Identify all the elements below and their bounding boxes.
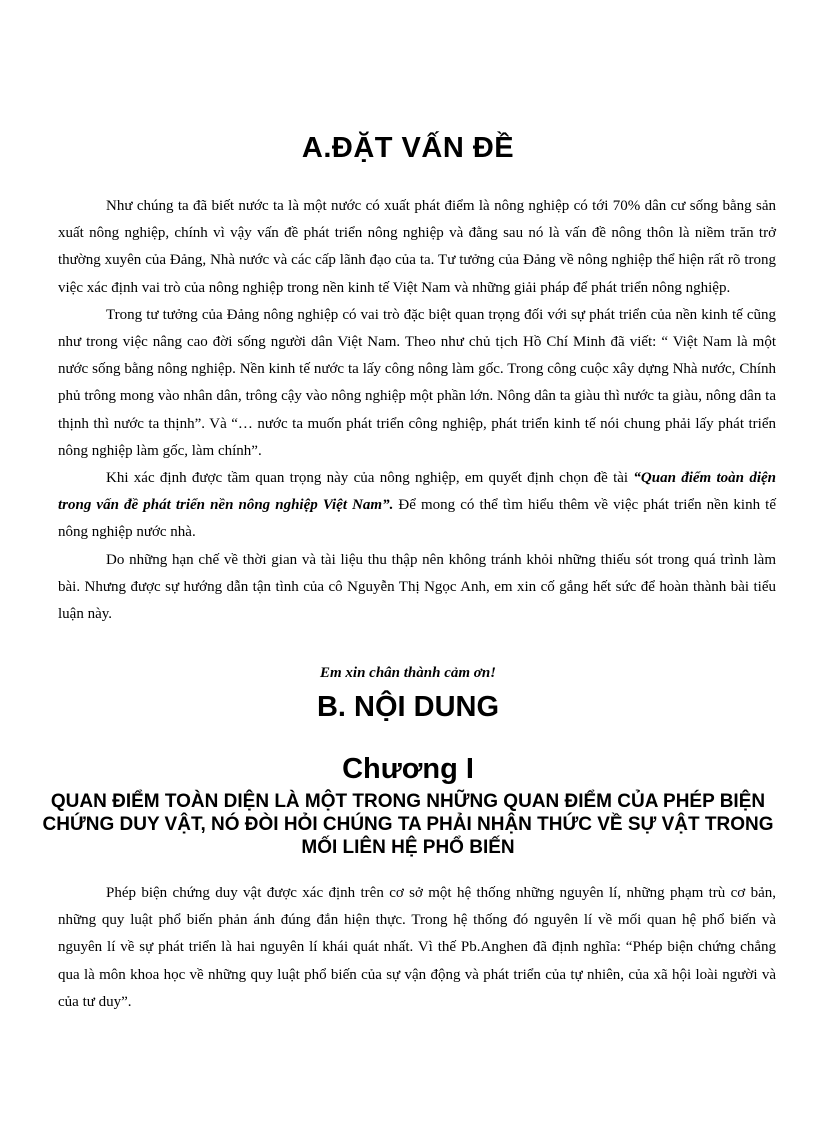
- intro-text: [58, 193, 776, 628]
- chapter-paragraph-1: Phép biện chứng duy vật được xác định trên cơ sở một hệ thống những nguyên lí, những phạm trù cơ bản, những quy luật phổ biến phản ánh đúng đắn hiện thực. Trong hệ thống đó nguyên lí về mối quan hệ phổ biến và nguyên lí về sự phát triển là hai nguyên lí khái quát nhất. Vì thế Pb.Anghen đã định nghĩa: “Phép biện chứng chẳng qua là môn khoa học về những quy luật phổ biến của sự vận động và phát triển của tự nhiên, của xã hội loài người và của tư duy”.: [58, 885, 776, 1010]
- intro-paragraph-4: Do những hạn chế về thời gian và tài liệu thu thập nên không tránh khỏi những thiếu sót trong quá trình làm bài. Nhưng được sự hướng dẫn tận tình của cô Nguyễn Thị Ngọc Anh, em xin cố gắng hết sức để hoàn thành bài tiểu luận này.: [58, 551, 776, 623]
- intro-paragraph-2: Trong tư tưởng của Đảng nông nghiệp có vai trò đặc biệt quan trọng đối với sự phát triển của nền kinh tế cũng như trong việc nâng cao đời sống người dân Việt Nam. Theo như chủ tịch Hồ Chí Minh đã viết: “ Việt Nam là một nước sống bằng nông nghiệp. Nền kinh tế nước ta lấy công nông làm gốc. Trong công cuộc xây dựng Nhà nước, Chính phủ trông mong vào nhân dân, trông cậy vào nông nghiệp một phần lớn. Nông dân ta giàu thì nước ta giàu, nông dân ta thịnh thì nước ta thịnh”. Và “… nước ta muốn phát triển công nghiệp, phát triển kinh tế nói chung phải lấy phát triển nông nghiệp làm gốc, làm chính”.: [58, 306, 776, 459]
- p3-start: Khi xác định được tầm quan trọng này của nông nghiệp, em quyết định chọn đề tài: [106, 470, 634, 487]
- intro-paragraph-3: [58, 465, 776, 547]
- chapter-title: Chương I: [342, 753, 474, 785]
- section-b-title: B. NỘI DUNG: [316, 691, 500, 723]
- chapter-body: [58, 880, 776, 1016]
- chapter-subtitle: QUAN ĐIỂM TOÀN DIỆN LÀ MỘT TRONG NHỮNG QUAN ĐIỂM CỦA PHÉP BIỆN CHỨNG DUY VẬT, NÓ ĐÒI HỎI CHÚNG TA PHẢI NHẬN THỨC VỀ SỰ VẬT TRONG MỐI LIÊN HỆ PHỔ BIẾN: [42, 791, 774, 858]
- thesis-topic: “Quan điểm toàn diện trong vấn đề phát triển nền nông nghiệp Việt Nam”.: [58, 470, 776, 514]
- p3-end: Để mong có thể tìm hiểu thêm về việc phát triển nền kinh tế nông nghiệp nước nhà.: [58, 497, 776, 541]
- thanks-line: Em xin chân thành cảm ơn!: [319, 665, 497, 681]
- section-a-title: A.ĐẶT VẤN ĐỀ: [301, 132, 515, 164]
- intro-paragraph-1: Như chúng ta đã biết nước ta là một nước có xuất phát điểm là nông nghiệp có tới 70% dân cư sống bằng sản xuất nông nghiệp, chính vì vậy vấn đề phát triển nông nghiệp và đằng sau nó là vấn đề nông thôn là niềm trăn trở thường xuyên của Đảng, Nhà nước và các cấp lãnh đạo của ta. Tư tưởng của Đảng về nông nghiệp thể hiện rất rõ trong việc xác định vai trò của nông nghiệp trong nền kinh tế Việt Nam và những giải pháp để phát triển nông nghiệp.: [58, 198, 776, 296]
